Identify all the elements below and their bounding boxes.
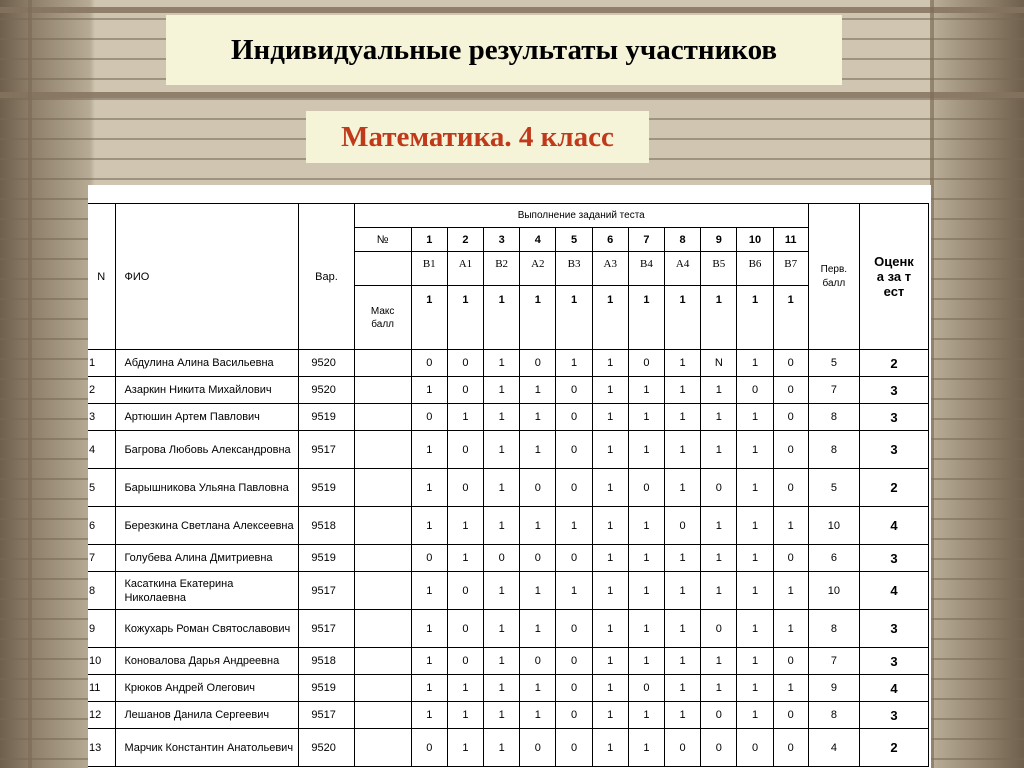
score-cell: 0 xyxy=(556,545,592,572)
score-cell: 1 xyxy=(592,729,628,767)
task-code-cell: В3 xyxy=(556,252,592,286)
row-grade: 4 xyxy=(859,675,928,702)
score-cell: 1 xyxy=(737,702,773,729)
row-grade: 3 xyxy=(859,404,928,431)
score-cell: N xyxy=(701,350,737,377)
score-cell: 1 xyxy=(411,469,447,507)
row-grade: 2 xyxy=(859,350,928,377)
header-codes-blank xyxy=(354,252,411,286)
score-cell: 0 xyxy=(556,431,592,469)
row-fio: Кожухарь Роман Святославович xyxy=(116,610,299,648)
score-cell: 0 xyxy=(520,648,556,675)
score-cell: 1 xyxy=(628,648,664,675)
score-cell: 0 xyxy=(520,545,556,572)
row-grade: 2 xyxy=(859,469,928,507)
row-blank xyxy=(354,545,411,572)
score-cell: 1 xyxy=(592,610,628,648)
score-cell: 0 xyxy=(556,377,592,404)
row-fio: Барышникова Ульяна Павловна xyxy=(116,469,299,507)
score-cell: 1 xyxy=(411,572,447,610)
score-cell: 1 xyxy=(737,350,773,377)
task-code-cell: А3 xyxy=(592,252,628,286)
row-blank xyxy=(354,350,411,377)
task-number-cell: 7 xyxy=(628,228,664,252)
row-number: 1 xyxy=(88,350,116,377)
score-cell: 0 xyxy=(665,507,701,545)
score-cell: 1 xyxy=(665,469,701,507)
score-cell: 0 xyxy=(773,431,808,469)
score-cell: 0 xyxy=(701,469,737,507)
score-cell: 0 xyxy=(773,404,808,431)
score-cell: 1 xyxy=(411,431,447,469)
max-value-cell: 1 xyxy=(447,286,483,350)
max-value-cell: 1 xyxy=(592,286,628,350)
score-cell: 0 xyxy=(484,545,520,572)
row-fio: Багрова Любовь Александровна xyxy=(116,431,299,469)
task-number-cell: 2 xyxy=(447,228,483,252)
table-row xyxy=(88,507,929,545)
task-number-cell: 9 xyxy=(701,228,737,252)
score-cell: 1 xyxy=(484,729,520,767)
score-cell: 0 xyxy=(773,545,808,572)
score-cell: 1 xyxy=(484,610,520,648)
max-value-cell: 1 xyxy=(484,286,520,350)
score-cell: 1 xyxy=(520,702,556,729)
table-row xyxy=(88,431,929,469)
header-row-1 xyxy=(88,204,929,228)
score-cell: 0 xyxy=(520,729,556,767)
score-cell: 1 xyxy=(665,404,701,431)
row-var: 9518 xyxy=(299,507,354,545)
score-cell: 1 xyxy=(773,610,808,648)
row-var: 9517 xyxy=(299,431,354,469)
score-cell: 1 xyxy=(592,572,628,610)
score-cell: 0 xyxy=(773,729,808,767)
row-blank xyxy=(354,572,411,610)
row-number: 8 xyxy=(88,572,116,610)
results-table xyxy=(88,203,929,767)
score-cell: 1 xyxy=(628,404,664,431)
row-var: 9518 xyxy=(299,648,354,675)
score-cell: 1 xyxy=(556,350,592,377)
score-cell: 1 xyxy=(556,507,592,545)
row-number: 10 xyxy=(88,648,116,675)
score-cell: 1 xyxy=(520,675,556,702)
header-perv-ball xyxy=(808,204,859,350)
row-number: 2 xyxy=(88,377,116,404)
row-var: 9517 xyxy=(299,610,354,648)
row-fio: Крюков Андрей Олегович xyxy=(116,675,299,702)
max-value-cell: 1 xyxy=(411,286,447,350)
row-perv-ball: 4 xyxy=(808,729,859,767)
score-cell: 1 xyxy=(737,469,773,507)
task-number-cell: 4 xyxy=(520,228,556,252)
score-cell: 0 xyxy=(447,377,483,404)
score-cell: 0 xyxy=(665,729,701,767)
row-perv-ball: 7 xyxy=(808,377,859,404)
score-cell: 0 xyxy=(556,469,592,507)
table-row xyxy=(88,675,929,702)
row-number: 4 xyxy=(88,431,116,469)
score-cell: 1 xyxy=(592,507,628,545)
score-cell: 0 xyxy=(447,469,483,507)
header-n: N xyxy=(88,204,116,350)
task-number-cell: 10 xyxy=(737,228,773,252)
row-blank xyxy=(354,648,411,675)
score-cell: 0 xyxy=(773,469,808,507)
row-number: 9 xyxy=(88,610,116,648)
header-num-sign: № xyxy=(354,228,411,252)
score-cell: 0 xyxy=(628,350,664,377)
row-number: 6 xyxy=(88,507,116,545)
row-grade: 2 xyxy=(859,729,928,767)
max-value-cell: 1 xyxy=(628,286,664,350)
score-cell: 1 xyxy=(737,610,773,648)
max-value-cell: 1 xyxy=(701,286,737,350)
score-cell: 1 xyxy=(411,610,447,648)
row-fio: Марчик Константин Анатольевич xyxy=(116,729,299,767)
score-cell: 0 xyxy=(556,702,592,729)
title-box xyxy=(166,15,842,85)
score-cell: 1 xyxy=(520,404,556,431)
score-cell: 0 xyxy=(411,350,447,377)
score-cell: 1 xyxy=(628,377,664,404)
score-cell: 1 xyxy=(592,648,628,675)
score-cell: 1 xyxy=(628,431,664,469)
row-perv-ball: 8 xyxy=(808,702,859,729)
score-cell: 0 xyxy=(447,648,483,675)
row-fio: Голубева Алина Дмитриевна xyxy=(116,545,299,572)
score-cell: 0 xyxy=(773,377,808,404)
score-cell: 1 xyxy=(484,675,520,702)
score-cell: 0 xyxy=(773,702,808,729)
score-cell: 0 xyxy=(628,469,664,507)
score-cell: 1 xyxy=(592,431,628,469)
score-cell: 1 xyxy=(737,545,773,572)
score-cell: 1 xyxy=(484,431,520,469)
score-cell: 1 xyxy=(701,572,737,610)
row-var: 9520 xyxy=(299,350,354,377)
row-blank xyxy=(354,729,411,767)
row-blank xyxy=(354,507,411,545)
score-cell: 1 xyxy=(447,675,483,702)
task-code-cell: А1 xyxy=(447,252,483,286)
score-cell: 1 xyxy=(737,572,773,610)
row-perv-ball: 6 xyxy=(808,545,859,572)
row-blank xyxy=(354,377,411,404)
score-cell: 1 xyxy=(592,545,628,572)
table-row xyxy=(88,729,929,767)
results-panel xyxy=(88,185,931,768)
row-perv-ball: 8 xyxy=(808,610,859,648)
row-perv-ball: 5 xyxy=(808,350,859,377)
score-cell: 0 xyxy=(773,350,808,377)
table-row xyxy=(88,702,929,729)
score-cell: 1 xyxy=(520,610,556,648)
row-var: 9520 xyxy=(299,377,354,404)
row-grade: 3 xyxy=(859,702,928,729)
row-blank xyxy=(354,404,411,431)
score-cell: 0 xyxy=(737,729,773,767)
task-code-cell: В7 xyxy=(773,252,808,286)
score-cell: 1 xyxy=(592,675,628,702)
row-number: 3 xyxy=(88,404,116,431)
header-fio: ФИО xyxy=(116,204,299,350)
row-grade: 3 xyxy=(859,610,928,648)
page-title: Индивидуальные результаты участников xyxy=(230,33,778,66)
row-number: 13 xyxy=(88,729,116,767)
score-cell: 1 xyxy=(411,507,447,545)
table-row xyxy=(88,377,929,404)
row-var: 9519 xyxy=(299,469,354,507)
score-cell: 1 xyxy=(665,431,701,469)
table-row xyxy=(88,469,929,507)
row-grade: 4 xyxy=(859,572,928,610)
task-code-cell: А4 xyxy=(665,252,701,286)
header-tasks-title: Выполнение заданий теста xyxy=(354,204,808,228)
task-number-cell: 6 xyxy=(592,228,628,252)
score-cell: 1 xyxy=(665,377,701,404)
row-number: 12 xyxy=(88,702,116,729)
score-cell: 0 xyxy=(556,610,592,648)
score-cell: 1 xyxy=(411,377,447,404)
score-cell: 1 xyxy=(411,702,447,729)
score-cell: 1 xyxy=(628,729,664,767)
grade-label: Оценка за тест xyxy=(874,254,914,299)
score-cell: 1 xyxy=(701,675,737,702)
max-value-cell: 1 xyxy=(737,286,773,350)
score-cell: 1 xyxy=(628,507,664,545)
score-cell: 1 xyxy=(665,702,701,729)
row-perv-ball: 8 xyxy=(808,431,859,469)
task-number-cell: 5 xyxy=(556,228,592,252)
score-cell: 1 xyxy=(701,545,737,572)
row-fio: Артюшин Артем Павлович xyxy=(116,404,299,431)
score-cell: 0 xyxy=(520,350,556,377)
score-cell: 0 xyxy=(737,377,773,404)
score-cell: 1 xyxy=(737,675,773,702)
max-label: Макс балл xyxy=(370,305,395,330)
score-cell: 0 xyxy=(628,675,664,702)
header-max-label xyxy=(354,286,411,350)
row-number: 7 xyxy=(88,545,116,572)
row-blank xyxy=(354,431,411,469)
score-cell: 1 xyxy=(447,702,483,729)
row-grade: 3 xyxy=(859,431,928,469)
row-number: 11 xyxy=(88,675,116,702)
score-cell: 1 xyxy=(628,702,664,729)
score-cell: 1 xyxy=(701,507,737,545)
row-grade: 4 xyxy=(859,507,928,545)
score-cell: 1 xyxy=(592,469,628,507)
task-code-cell: А2 xyxy=(520,252,556,286)
score-cell: 1 xyxy=(447,507,483,545)
score-cell: 1 xyxy=(592,702,628,729)
row-var: 9517 xyxy=(299,572,354,610)
score-cell: 1 xyxy=(520,377,556,404)
score-cell: 1 xyxy=(628,545,664,572)
score-cell: 1 xyxy=(447,545,483,572)
score-cell: 0 xyxy=(411,404,447,431)
score-cell: 1 xyxy=(592,404,628,431)
score-cell: 1 xyxy=(628,572,664,610)
score-cell: 1 xyxy=(665,675,701,702)
row-fio: Касаткина Екатерина Николаевна xyxy=(116,572,299,610)
row-var: 9519 xyxy=(299,675,354,702)
score-cell: 0 xyxy=(556,648,592,675)
score-cell: 1 xyxy=(484,350,520,377)
score-cell: 1 xyxy=(484,572,520,610)
row-perv-ball: 10 xyxy=(808,572,859,610)
task-number-cell: 1 xyxy=(411,228,447,252)
score-cell: 0 xyxy=(701,729,737,767)
score-cell: 1 xyxy=(447,729,483,767)
score-cell: 1 xyxy=(665,648,701,675)
score-cell: 0 xyxy=(556,729,592,767)
score-cell: 0 xyxy=(411,729,447,767)
max-value-cell: 1 xyxy=(665,286,701,350)
score-cell: 1 xyxy=(484,507,520,545)
score-cell: 1 xyxy=(592,350,628,377)
score-cell: 0 xyxy=(447,610,483,648)
row-grade: 3 xyxy=(859,545,928,572)
task-code-cell: В2 xyxy=(484,252,520,286)
perv-ball-label: Перв. балл xyxy=(820,263,848,289)
score-cell: 1 xyxy=(411,648,447,675)
row-grade: 3 xyxy=(859,648,928,675)
row-perv-ball: 5 xyxy=(808,469,859,507)
row-blank xyxy=(354,702,411,729)
score-cell: 1 xyxy=(520,431,556,469)
max-value-cell: 1 xyxy=(773,286,808,350)
row-fio: Абдулина Алина Васильевна xyxy=(116,350,299,377)
table-row xyxy=(88,572,929,610)
score-cell: 0 xyxy=(520,469,556,507)
row-perv-ball: 10 xyxy=(808,507,859,545)
row-var: 9519 xyxy=(299,404,354,431)
row-perv-ball: 9 xyxy=(808,675,859,702)
score-cell: 0 xyxy=(447,572,483,610)
max-value-cell: 1 xyxy=(520,286,556,350)
task-number-cell: 3 xyxy=(484,228,520,252)
task-code-cell: В1 xyxy=(411,252,447,286)
task-code-cell: В5 xyxy=(701,252,737,286)
task-code-cell: В6 xyxy=(737,252,773,286)
row-perv-ball: 7 xyxy=(808,648,859,675)
score-cell: 1 xyxy=(484,377,520,404)
header-var: Вар. xyxy=(299,204,354,350)
score-cell: 1 xyxy=(701,377,737,404)
table-row xyxy=(88,404,929,431)
score-cell: 1 xyxy=(737,431,773,469)
score-cell: 1 xyxy=(556,572,592,610)
table-row xyxy=(88,610,929,648)
score-cell: 1 xyxy=(773,572,808,610)
score-cell: 1 xyxy=(737,404,773,431)
score-cell: 1 xyxy=(773,507,808,545)
score-cell: 0 xyxy=(556,675,592,702)
score-cell: 1 xyxy=(520,507,556,545)
row-var: 9520 xyxy=(299,729,354,767)
row-fio: Березкина Светлана Алексеевна xyxy=(116,507,299,545)
score-cell: 1 xyxy=(701,431,737,469)
score-cell: 0 xyxy=(701,702,737,729)
score-cell: 1 xyxy=(628,610,664,648)
table-row xyxy=(88,350,929,377)
max-value-cell: 1 xyxy=(556,286,592,350)
task-code-cell: В4 xyxy=(628,252,664,286)
score-cell: 1 xyxy=(592,377,628,404)
score-cell: 1 xyxy=(665,610,701,648)
score-cell: 1 xyxy=(665,350,701,377)
header-grade xyxy=(859,204,928,350)
score-cell: 1 xyxy=(737,507,773,545)
row-grade: 3 xyxy=(859,377,928,404)
row-perv-ball: 8 xyxy=(808,404,859,431)
score-cell: 1 xyxy=(665,572,701,610)
score-cell: 1 xyxy=(484,702,520,729)
row-var: 9519 xyxy=(299,545,354,572)
task-number-cell: 8 xyxy=(665,228,701,252)
page-subtitle: Математика. 4 класс xyxy=(341,120,614,153)
score-cell: 1 xyxy=(773,675,808,702)
row-fio: Коновалова Дарья Андреевна xyxy=(116,648,299,675)
score-cell: 1 xyxy=(484,469,520,507)
score-cell: 0 xyxy=(411,545,447,572)
score-cell: 1 xyxy=(701,404,737,431)
score-cell: 0 xyxy=(447,431,483,469)
score-cell: 1 xyxy=(737,648,773,675)
score-cell: 1 xyxy=(665,545,701,572)
row-fio: Азаркин Никита Михайлович xyxy=(116,377,299,404)
score-cell: 1 xyxy=(484,404,520,431)
score-cell: 1 xyxy=(520,572,556,610)
task-number-cell: 11 xyxy=(773,228,808,252)
table-row xyxy=(88,648,929,675)
score-cell: 1 xyxy=(411,675,447,702)
row-blank xyxy=(354,469,411,507)
row-fio: Лешанов Данила Сергеевич xyxy=(116,702,299,729)
score-cell: 0 xyxy=(447,350,483,377)
subtitle-box xyxy=(306,111,649,163)
score-cell: 1 xyxy=(484,648,520,675)
table-row xyxy=(88,545,929,572)
score-cell: 0 xyxy=(556,404,592,431)
score-cell: 1 xyxy=(701,648,737,675)
row-blank xyxy=(354,675,411,702)
score-cell: 0 xyxy=(701,610,737,648)
score-cell: 1 xyxy=(447,404,483,431)
row-number: 5 xyxy=(88,469,116,507)
row-blank xyxy=(354,610,411,648)
row-var: 9517 xyxy=(299,702,354,729)
score-cell: 0 xyxy=(773,648,808,675)
